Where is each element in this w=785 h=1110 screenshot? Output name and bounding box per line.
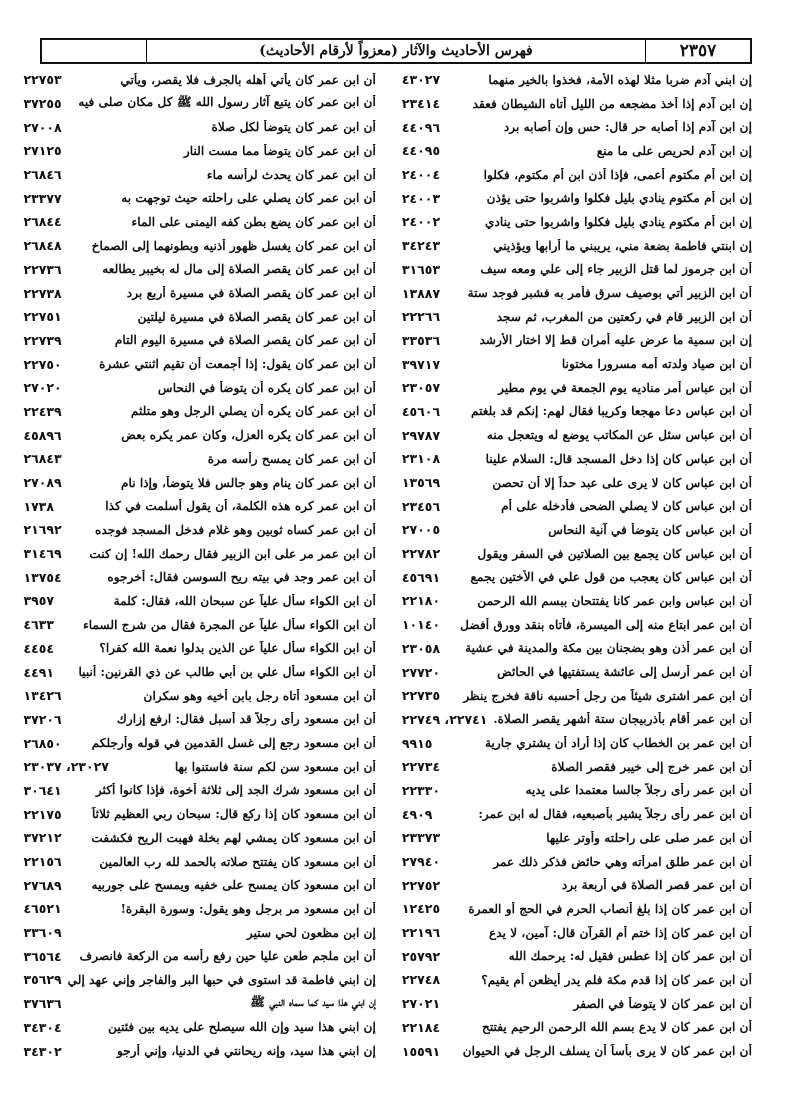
index-entry — [402, 281, 752, 305]
entry-text: أن ابن عمر قصر الصلاة في أربعة برد — [561, 878, 752, 893]
entry-number: ٤٤٥٤ — [23, 640, 54, 656]
index-entry — [402, 779, 752, 803]
entry-text: أن ابن مسعود كان يمسح على خفيه ويمسح على جوربيه — [91, 878, 376, 893]
entry-text: إن ابنتي فاطمة بضعة مني، يريبني ما أرابها ويؤذيني — [493, 238, 752, 253]
entry-number: ٢٣٠٥٨ — [401, 640, 441, 656]
index-entry — [23, 352, 375, 376]
index-entry — [23, 281, 375, 305]
entry-number: ٣٩٥٧ — [23, 593, 54, 609]
entry-number: ٢٧٩٤٠ — [401, 854, 441, 870]
entry-text: إن ابني آدم ضربا مثلا لهذه الأمة، فخذوا بالخير منهما — [488, 72, 752, 87]
index-entry — [402, 400, 752, 424]
entry-number: ٢٧٠٢٠ — [23, 380, 62, 396]
index-entry — [23, 921, 375, 945]
index-entry — [23, 400, 375, 424]
index-entry — [23, 139, 375, 163]
index-entry — [23, 186, 375, 210]
index-entry — [23, 1016, 375, 1040]
entry-number: ٢٢٧٣٤ — [401, 759, 441, 775]
index-entry — [402, 518, 752, 542]
index-entry — [23, 542, 375, 566]
index-entry — [402, 565, 752, 589]
entry-text: أن ابن عمر مر على ابن الزبير فقال رحمك الله! إن كنت — [89, 546, 376, 561]
index-entry — [402, 92, 752, 116]
entry-text: إن ابن سمية ما عرض عليه أمران قط إلا اختار الأرشد — [479, 333, 752, 348]
entry-number: ٣٧٦٣٦ — [23, 996, 62, 1012]
entry-number: ٢٢٧٣٦ — [23, 261, 62, 277]
index-entry — [402, 234, 752, 258]
index-entry — [23, 329, 375, 353]
entry-number: ٢٩٧٨٧ — [401, 427, 441, 443]
entry-text: أن ابن مسعود سن لكم سنة فاستنوا بها — [174, 759, 376, 774]
index-entry — [23, 850, 375, 874]
entry-text: أن ابن مسعود كان إذا ركع قال: سبحان ربي العظيم ثلاثاً — [91, 807, 376, 822]
entry-number: ١٣٥٦٩ — [401, 475, 441, 491]
entry-text: أن ابن مسعود شرك الجد إلى ثلاثة أخوة، فإذا كانوا أكثر — [95, 783, 376, 798]
entry-text: أن ابن عمر طلق امرأته وهي حائض فذكر ذلك عمر — [493, 854, 752, 869]
entry-number: ١٧٣٨ — [23, 498, 54, 514]
index-entry — [23, 755, 375, 779]
entry-text: أن ابن عباس وابن عمر كانا يفتتحان ببسم الله الرحمن — [477, 593, 752, 608]
entry-number: ٢٢٧٥٠ — [23, 356, 62, 372]
entry-number: ١٠١٤٠ — [401, 617, 441, 633]
entry-text: أن ابن عمر صلى على راحلته وأوتر عليها — [546, 830, 752, 845]
index-entry — [23, 589, 375, 613]
entry-number: ٣٤٣٠٢ — [23, 1043, 62, 1059]
entry-number: ٣٧٢٥٥ — [23, 96, 62, 112]
entry-number: ١٣٨٨٧ — [401, 285, 441, 301]
entry-number: ٣١٤٦٩ — [23, 546, 62, 562]
entry-number: ٢١٦٩٢ — [23, 522, 62, 538]
entry-number: ٢٦٨٤٣ — [23, 451, 62, 467]
entry-number: ٣٦٥٦٤ — [23, 948, 62, 964]
entry-text: إن ابن آدم إذا أصابه حر قال: حس وإن أصابه برد — [503, 120, 752, 135]
entry-number: ١٥٥٩١ — [401, 1043, 441, 1059]
entry-number: ٤٥٨٩٦ — [23, 427, 62, 443]
entry-text: أن ابن عمر وجد في بيته ريح السوسن فقال: أخرجوه — [107, 570, 376, 585]
entry-text: إن ابني هذا سيد كما سماه النبي ﷺ — [250, 994, 376, 1009]
entry-number: ٣٣٦٠٩ — [23, 925, 62, 941]
entry-text: أن ابن عباس كان لا يصلي الضحى فأدخله على أم — [501, 499, 752, 514]
entry-text: أن ابن مسعود كان يمشي لهم بخلة فهبت الريح فكشفت — [91, 830, 376, 845]
entry-text: أن ابن الزبير قام في ركعتين من المغرب، ثم سجد — [496, 309, 752, 324]
entry-text: أن ابن عمر كان يقول: إذا أجمعت أن تقيم اثنتي عشرة — [99, 357, 376, 372]
entry-text: أن ابن مسعود أتاه رجل بابن أخيه وهو سكران — [143, 688, 376, 703]
entry-number: ٤٦٥٢١ — [23, 901, 62, 917]
index-entry — [23, 968, 375, 992]
entry-text: إن ابن مظعون لحي ستير — [246, 925, 376, 940]
entry-number: ٢٧١٢٥ — [23, 143, 62, 159]
entry-text: أن ابن مسعود كان يفتتح صلاته بالحمد لله رب العالمين — [99, 854, 376, 869]
entry-number: ٢٤٠٠٣ — [401, 190, 441, 206]
entry-number: ٢٣٤٥٦ — [401, 498, 441, 514]
index-entry — [402, 684, 752, 708]
entry-number: ٢٧٠٠٨ — [23, 119, 62, 135]
entry-number: ٢٣٣٧٣ — [401, 830, 441, 846]
entry-text: أن ابن عباس كان لا يرى على عبد حداً إلا أن تحصن — [492, 475, 752, 490]
index-entry — [402, 826, 752, 850]
index-entry — [402, 494, 752, 518]
entry-text: أن ابن ملجم طعن عليا حين رفع رأسه من الركعة فانصرف — [79, 949, 376, 964]
entry-number: ٢٣٣٧٧ — [23, 190, 62, 206]
entry-text: أن ابن عمر كان يقصر الصلاة إلى مال له بخيبر يطالعه — [102, 262, 376, 277]
entry-text: أن ابن عمر كره هذه الكلمة، أن يقول أسلمت في كذا — [105, 499, 376, 514]
index-entry — [23, 494, 375, 518]
right-column — [402, 68, 752, 1098]
index-entry — [23, 944, 375, 968]
entry-number: ٢٧٦٨٩ — [23, 877, 62, 893]
index-entry — [23, 992, 375, 1016]
entry-text: أن ابن الزبير أتي بوصيف سرق فأمر به فشبر فوجد ستة — [467, 286, 752, 301]
index-entry — [23, 210, 375, 234]
index-entry — [402, 139, 752, 163]
index-entry — [402, 968, 752, 992]
index-entry — [402, 850, 752, 874]
entry-text: أن ابن الكواء سأل علياً عن سبحان الله، فقال: كلمة — [113, 593, 376, 608]
entry-text: أن ابن عمر خرج إلى خيبر فقصر الصلاة — [551, 759, 752, 774]
entry-number: ١٢٤٢٥ — [401, 901, 441, 917]
index-entry — [23, 873, 375, 897]
index-entry — [23, 68, 375, 92]
index-entry — [402, 708, 752, 732]
entry-text: أن ابن عمر كان ينام وهو جالس فلا يتوضأ، وإذا نام — [120, 475, 376, 490]
index-entry — [402, 329, 752, 353]
entry-number: ٤٣٠٢٧ — [401, 72, 441, 88]
index-entry — [402, 542, 752, 566]
entry-number: ٣٩٧١٧ — [401, 356, 441, 372]
entry-text: أن ابن جرموز لما قتل الزبير جاء إلى علي ومعه سيف — [480, 262, 752, 277]
index-entry — [402, 944, 752, 968]
entry-number: ٢٢٧٥٣ — [23, 72, 62, 88]
entry-text: أن ابن عمر ابتاع منه إلى الميسرة، فأتاه بنقد وورق أفضل — [460, 617, 752, 632]
index-entry — [402, 258, 752, 282]
entry-number: ٣٥٦٢٩ — [23, 972, 62, 988]
entry-number: ٣٣٥٣٦ — [401, 332, 441, 348]
entry-number: ٣٠٦٤١ — [23, 782, 62, 798]
entry-text: أن ابن الكواء سأل علياً عن الذين بدلوا نعمة الله كفرا؟ — [99, 641, 376, 656]
index-entry — [402, 210, 752, 234]
entry-text: إن ابن آدم لحريص على ما منع — [596, 143, 752, 158]
entry-text: أن ابن عباس كان يتوضأ في آنية النحاس — [548, 522, 752, 537]
entry-text: إن ابن آدم إذا أخذ مضجعه من الليل أتاه الشيطان فعقد — [472, 96, 752, 111]
entry-text: أن ابن عمر أقام بأذربيجان ستة أشهر يقصر الصلاة. — [493, 712, 752, 727]
entry-text: أن ابن الكواء سأل علي بن أبي طالب عن ذي القرنين: أنبيا — [78, 665, 376, 680]
entry-number: ٢٢٧٨٢ — [401, 546, 441, 562]
index-entry — [402, 731, 752, 755]
entry-text: أن ابن الكواء سأل علياً عن المجرة فقال من شرج السماء — [83, 617, 376, 632]
index-entry — [23, 92, 375, 116]
index-entry — [23, 897, 375, 921]
entry-number: ٣٧٢١٢ — [23, 830, 62, 846]
entry-number: ٢٢١٨٠ — [401, 593, 441, 609]
page-header — [40, 38, 752, 64]
entry-text: أن ابن عمر أذن وهو بضجنان بين مكة والمدينة في عشية — [465, 641, 752, 656]
entry-number: ٢٦٨٤٦ — [23, 167, 62, 183]
entry-text: أن ابن عمر اشترى شيئاً من رجل أحسبه ناقة فخرج ينظر — [463, 688, 752, 703]
entry-number: ٤٤٩١ — [23, 664, 54, 680]
entry-text: إن ابني هذا سيد، وإنه ريحانتي في الدنيا، وإني أرجو — [116, 1044, 376, 1059]
index-entry — [402, 1039, 752, 1063]
index-entry — [402, 992, 752, 1016]
entry-text: إن ابني هذا سيد وإن الله سيصلح على يديه بين فئتين — [108, 1020, 376, 1035]
entry-number: ٢٢١٥٦ — [23, 854, 62, 870]
index-entry — [23, 684, 375, 708]
index-entry — [23, 731, 375, 755]
entry-number: ٤٤٠٩٥ — [401, 143, 441, 159]
index-entry — [23, 471, 375, 495]
entry-number: ٢٥٧٩٢ — [401, 948, 441, 964]
entry-text: أن ابن عمر كان يتبع آثار رسول الله ﷺ كل مكان صلى فيه — [78, 94, 376, 109]
left-column — [23, 68, 375, 1098]
index-entry — [23, 163, 375, 187]
header-empty-cell — [42, 40, 147, 62]
entry-number: ٣٤٣٠٤ — [23, 1019, 62, 1035]
entry-text: أن ابن عمر رأى رجلاً يشير بأصبعيه، فقال له ابن عمر: — [478, 807, 752, 822]
entry-number: ٢٢٧٣٩ — [23, 332, 62, 348]
index-entry — [402, 589, 752, 613]
index-entry — [23, 708, 375, 732]
entry-text: أن ابن عمر كان يتوضأ لكل صلاة — [211, 120, 376, 135]
entry-text: إن ابن أم مكتوم ينادي بليل فكلوا واشربوا حتى ينادي — [484, 214, 752, 229]
entry-number: ٩٩١٥ — [401, 735, 433, 751]
index-entry — [402, 660, 752, 684]
entry-text: أن ابن عمر كان يضع بطن كفه اليمنى على الماء — [131, 214, 376, 229]
entry-number: ٢٢٤٣٩ — [23, 403, 62, 419]
index-entry — [402, 186, 752, 210]
index-entry — [23, 305, 375, 329]
entry-text: أن ابن صياد ولدته أمه مسرورا مختونا — [561, 357, 752, 372]
entry-text: أن ابن عمر كان يقصر الصلاة في مسيرة أربع برد — [126, 286, 376, 301]
entry-number: ٢٣٠٢٧، ٢٣٠٣٧ — [23, 759, 109, 775]
index-columns — [23, 68, 752, 1098]
entry-text: أن ابن عباس سئل عن المكاتب يوضع له ويتعجل منه — [486, 428, 752, 443]
entry-number: ٢٤٠٠٤ — [401, 167, 441, 183]
index-entry — [402, 637, 752, 661]
entry-text: أن ابن عباس كان إذا دخل المسجد قال: السلام علينا — [485, 451, 752, 466]
index-entry — [402, 352, 752, 376]
index-entry — [402, 755, 752, 779]
entry-text: أن ابن مسعود مر برجل وهو يقول: وسورة البقرة! — [120, 901, 376, 916]
entry-text: أن ابن عمر كان لا يرى بأساً أن يسلف الرجل في الحيوان — [462, 1044, 752, 1059]
entry-text: أن ابن عباس كان يعجب من قول علي في الأختين يجمع — [470, 570, 752, 585]
entry-text: أن ابن عمر كان إذا ختم أم القرآن قال: آمين، لا يدع — [488, 925, 752, 940]
index-entry — [402, 305, 752, 329]
entry-number: ٢٧٠٨٩ — [23, 475, 62, 491]
index-entry — [402, 921, 752, 945]
index-entry — [402, 1016, 752, 1040]
entry-text: أن ابن عمر كان يمسح رأسه مرة — [207, 451, 376, 466]
index-entry — [23, 613, 375, 637]
entry-number: ٣٤٢٤٣ — [401, 238, 441, 254]
entry-number: ٤٤٠٩٦ — [401, 119, 441, 135]
entry-text: أن ابن عمر كان إذا قدم مكة فلم يدر أيظعن أم يقيم؟ — [481, 972, 752, 987]
entry-text: أن ابن عباس أمر مناديه يوم الجمعة في يوم مطير — [498, 380, 752, 395]
entry-number: ١٣٤٢٦ — [23, 688, 62, 704]
index-entry — [23, 779, 375, 803]
index-entry — [402, 613, 752, 637]
entry-text: أن ابن عباس دعا مهجعا وكريبا فقال لهم: إنكم قد بلغتم — [470, 404, 752, 419]
entry-number: ٢٢١٩٦ — [401, 925, 441, 941]
index-entry — [23, 376, 375, 400]
index-entry — [402, 802, 752, 826]
entry-number: ٢٢٣٣٠ — [401, 782, 441, 798]
entry-number: ٢٦٨٤٤ — [23, 214, 62, 230]
entry-text: أن ابن عمر كان يكره العزل، وكان عمر يكره بعض — [121, 428, 376, 443]
index-entry — [402, 376, 752, 400]
entry-number: ٢٢٧٥٢ — [401, 877, 441, 893]
entry-number: ٢٢٧٤٨ — [401, 972, 441, 988]
entry-text: أن ابن عباس كان يجمع بين الصلاتين في السفر ويقول — [477, 546, 752, 561]
index-entry — [402, 423, 752, 447]
entry-number: ٢٣٠٥٧ — [401, 380, 441, 396]
entry-number: ٢٣٤١٤ — [401, 96, 441, 112]
entry-number: ٤٩٠٩ — [401, 806, 433, 822]
entry-number: ٣٧٢٠٦ — [23, 711, 62, 727]
entry-text: أن ابن عمر كان يغسل ظهور أذنيه وبطونهما إلى الصماخ — [91, 238, 376, 253]
entry-text: أن ابن مسعود رجع إلى غسل القدمين في قوله وأرجلكم — [91, 736, 376, 751]
index-entry — [402, 115, 752, 139]
entry-number: ٤٥٦٩١ — [401, 569, 441, 585]
entry-number: ٢٦٨٤٨ — [23, 238, 62, 254]
entry-number: ٢٢٧٥١ — [23, 309, 62, 325]
index-entry — [23, 234, 375, 258]
entry-number: ٢٤٠٠٢ — [401, 214, 441, 230]
entry-number: ٢٢٢٦٦ — [401, 309, 441, 325]
entry-number: ١٣٧٥٤ — [23, 569, 62, 585]
index-entry — [23, 1039, 375, 1063]
entry-number: ٢٧٧٢٠ — [401, 664, 441, 680]
entry-number: ٢٢١٨٤ — [401, 1019, 441, 1035]
entry-number: ٢٢١٧٥ — [23, 806, 62, 822]
entry-text: أن ابن عمر كان إذا بلغ أنصاب الحرم في الحج أو العمرة — [468, 901, 752, 916]
index-entry — [23, 565, 375, 589]
entry-text: إن ابني فاطمة قد استوى في حبها البر والفاجر وإني عهد إلي — [67, 972, 376, 987]
entry-text: أن ابن عمر كان إذا عطس فقيل له: يرحمك الله — [508, 949, 752, 964]
page-number: ٢٣٥٧ — [645, 40, 750, 62]
entry-number: ٢٧٠٠٥ — [401, 522, 441, 538]
index-entry — [23, 826, 375, 850]
entry-text: أن ابن عمر كان يكره أن يتوضأ في النحاس — [157, 380, 376, 395]
entry-text: أن ابن عمر كان يصلي على راحلته حيث توجهت به — [121, 191, 376, 206]
index-entry — [23, 660, 375, 684]
entry-text: أن ابن عمر بن الخطاب كان إذا أراد أن يشتري جارية — [484, 736, 752, 751]
entry-text: أن ابن عمر كساه ثوبين وهو غلام فدخل المسجد فوجده — [94, 522, 376, 537]
index-entry — [402, 897, 752, 921]
entry-text: أن ابن عمر كان لا يدع بسم الله الرحمن الرحيم يفتتح — [482, 1020, 752, 1035]
index-entry — [23, 518, 375, 542]
index-entry — [402, 68, 752, 92]
entry-number: ٣١٦٥٣ — [401, 261, 441, 277]
index-entry — [23, 447, 375, 471]
entry-number: ٢٦٨٥٠ — [23, 735, 62, 751]
entry-number: ٢٢٧٣٥ — [401, 688, 441, 704]
entry-number: ٢٧٠٢١ — [401, 996, 441, 1012]
entry-number: ٢٢٧٣٨ — [23, 285, 62, 301]
index-entry — [23, 115, 375, 139]
index-entry — [23, 637, 375, 661]
entry-text: إن ابن أم مكتوم أعمى، فإذا أذن ابن أم مكتوم، فكلوا — [483, 167, 752, 182]
entry-text: أن ابن عمر كان يتوضأ مما مست النار — [183, 143, 376, 158]
entry-text: أن ابن عمر كان يأتي أهله بالجرف فلا يقصر، ويأتي — [120, 72, 376, 87]
index-entry — [402, 447, 752, 471]
index-entry — [23, 258, 375, 282]
entry-text: أن ابن عمر رأى رجلاً جالسا معتمدا على يديه — [525, 783, 752, 798]
page-title: فهرس الأحاديث والآثار (معزواً لأرقام الأحاديث) — [259, 43, 533, 59]
index-entry — [402, 471, 752, 495]
index-entry — [23, 802, 375, 826]
entry-text: أن ابن عمر كان يحدث لرأسه ماء — [206, 167, 376, 182]
entry-text: أن ابن عمر كان يقصر الصلاة في مسيرة اليوم التام — [114, 333, 376, 348]
index-entry — [402, 163, 752, 187]
entry-number: ٢٣١٠٨ — [401, 451, 441, 467]
entry-number: ٤٦٣٣ — [23, 617, 54, 633]
index-entry — [402, 873, 752, 897]
entry-text: أن ابن عمر كان لا يتوضأ في الصفر — [573, 996, 752, 1011]
entry-text: أن ابن مسعود رأى رجلاً قد أسبل فقال: ارفع إزارك — [116, 712, 376, 727]
entry-number: ٢٢٧٤١، ٢٢٧٤٩ — [401, 711, 488, 727]
entry-text: أن ابن عمر كان يقصر الصلاة في مسيرة ليلتين — [137, 309, 376, 324]
index-entry — [23, 423, 375, 447]
entry-text: أن ابن عمر أرسل إلى عائشة يستفتيها في الحائض — [497, 665, 752, 680]
entry-number: ٤٥٦٠٦ — [401, 403, 441, 419]
entry-text: أن ابن عمر كان يكره أن يصلي الرجل وهو متلثم — [130, 404, 376, 419]
entry-text: إن ابن أم مكتوم ينادي بليل فكلوا واشربوا حتى يؤذن — [486, 191, 752, 206]
